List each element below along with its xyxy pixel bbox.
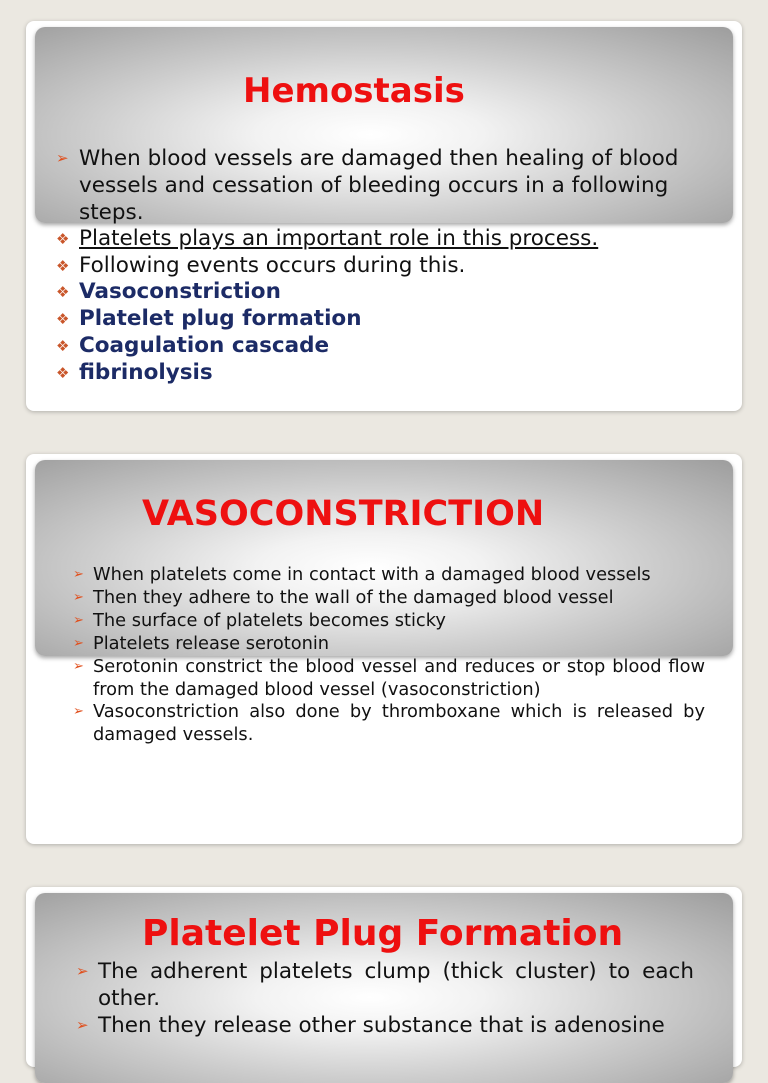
list-item-text: Vasoconstriction — [79, 279, 281, 305]
list-item — [73, 701, 705, 747]
arrow-bullet-list — [73, 564, 705, 747]
list-item-text: Platelet plug formation — [79, 306, 362, 332]
diamond-bullet-icon: ❖ — [56, 256, 70, 275]
list-item — [56, 226, 716, 253]
arrow-bullet-icon: ➢ — [73, 567, 84, 582]
list-item — [73, 656, 705, 702]
arrow-bullet-icon: ➢ — [73, 635, 84, 651]
list-item — [76, 958, 694, 1012]
slide-title: Platelet Plug Formation — [142, 913, 624, 954]
list-item — [56, 253, 716, 280]
slide-platelet-plug-formation — [26, 887, 742, 1067]
diamond-bullet-icon: ❖ — [56, 310, 70, 329]
list-item-text: Then they adhere to the wall of the damaged blood vessel — [93, 586, 614, 608]
list-item-text: The surface of platelets becomes sticky — [93, 609, 446, 631]
list-item-text: fibrinolysis — [79, 359, 213, 385]
diamond-bullet-list — [56, 226, 716, 386]
list-item-text: Following events occurs during this. — [79, 252, 466, 278]
slide-vasoconstriction — [26, 454, 742, 844]
list-item — [73, 587, 705, 610]
slide-title: Hemostasis — [243, 71, 465, 111]
list-item-text: Serotonin constrict the blood vessel and reduces or stop blood flow from the damaged blood vessel (vasoconstriction) — [93, 655, 705, 700]
list-item-text: Platelets plays an important role in this process. — [79, 226, 599, 251]
list-item — [73, 564, 705, 587]
diamond-bullet-icon: ❖ — [56, 230, 70, 248]
arrow-bullet-icon: ➢ — [73, 704, 84, 720]
diamond-bullet-icon: ❖ — [56, 283, 70, 302]
arrow-bullet-icon: ➢ — [76, 962, 89, 980]
list-item — [56, 279, 716, 306]
arrow-bullet-icon: ➢ — [56, 149, 69, 167]
list-item — [76, 1012, 694, 1039]
arrow-bullet-icon: ➢ — [73, 612, 84, 628]
list-item-text: Coagulation cascade — [79, 332, 330, 358]
list-item-text: The adherent platelets clump (thick cluster) to each other. — [98, 959, 694, 1011]
list-item — [56, 360, 716, 387]
list-item-text: Vasoconstriction also done by thromboxane which is released by damaged vessels. — [93, 701, 705, 746]
list-item — [56, 145, 716, 226]
diamond-bullet-icon: ❖ — [56, 336, 70, 355]
diamond-bullet-icon: ❖ — [56, 363, 70, 382]
arrow-bullet-icon: ➢ — [73, 589, 84, 605]
list-item-text: Then they release other substance that is adenosine — [98, 1013, 665, 1038]
list-item — [56, 333, 716, 360]
arrow-bullet-icon: ➢ — [73, 658, 84, 674]
list-item — [56, 306, 716, 333]
slide-title: VASOCONSTRICTION — [142, 494, 545, 534]
arrow-bullet-list — [76, 958, 694, 1039]
slide-hemostasis — [26, 21, 742, 411]
list-item-text: When blood vessels are damaged then healing of blood vessels and cessation of bleeding occurs in a following steps. — [79, 146, 679, 225]
list-item — [73, 633, 705, 656]
arrow-bullet-icon: ➢ — [76, 1016, 89, 1034]
list-item-text: When platelets come in contact with a damaged blood vessels — [93, 564, 651, 585]
list-item — [73, 610, 705, 633]
arrow-bullet-list — [56, 145, 716, 226]
list-item-text: Platelets release serotonin — [93, 632, 330, 654]
